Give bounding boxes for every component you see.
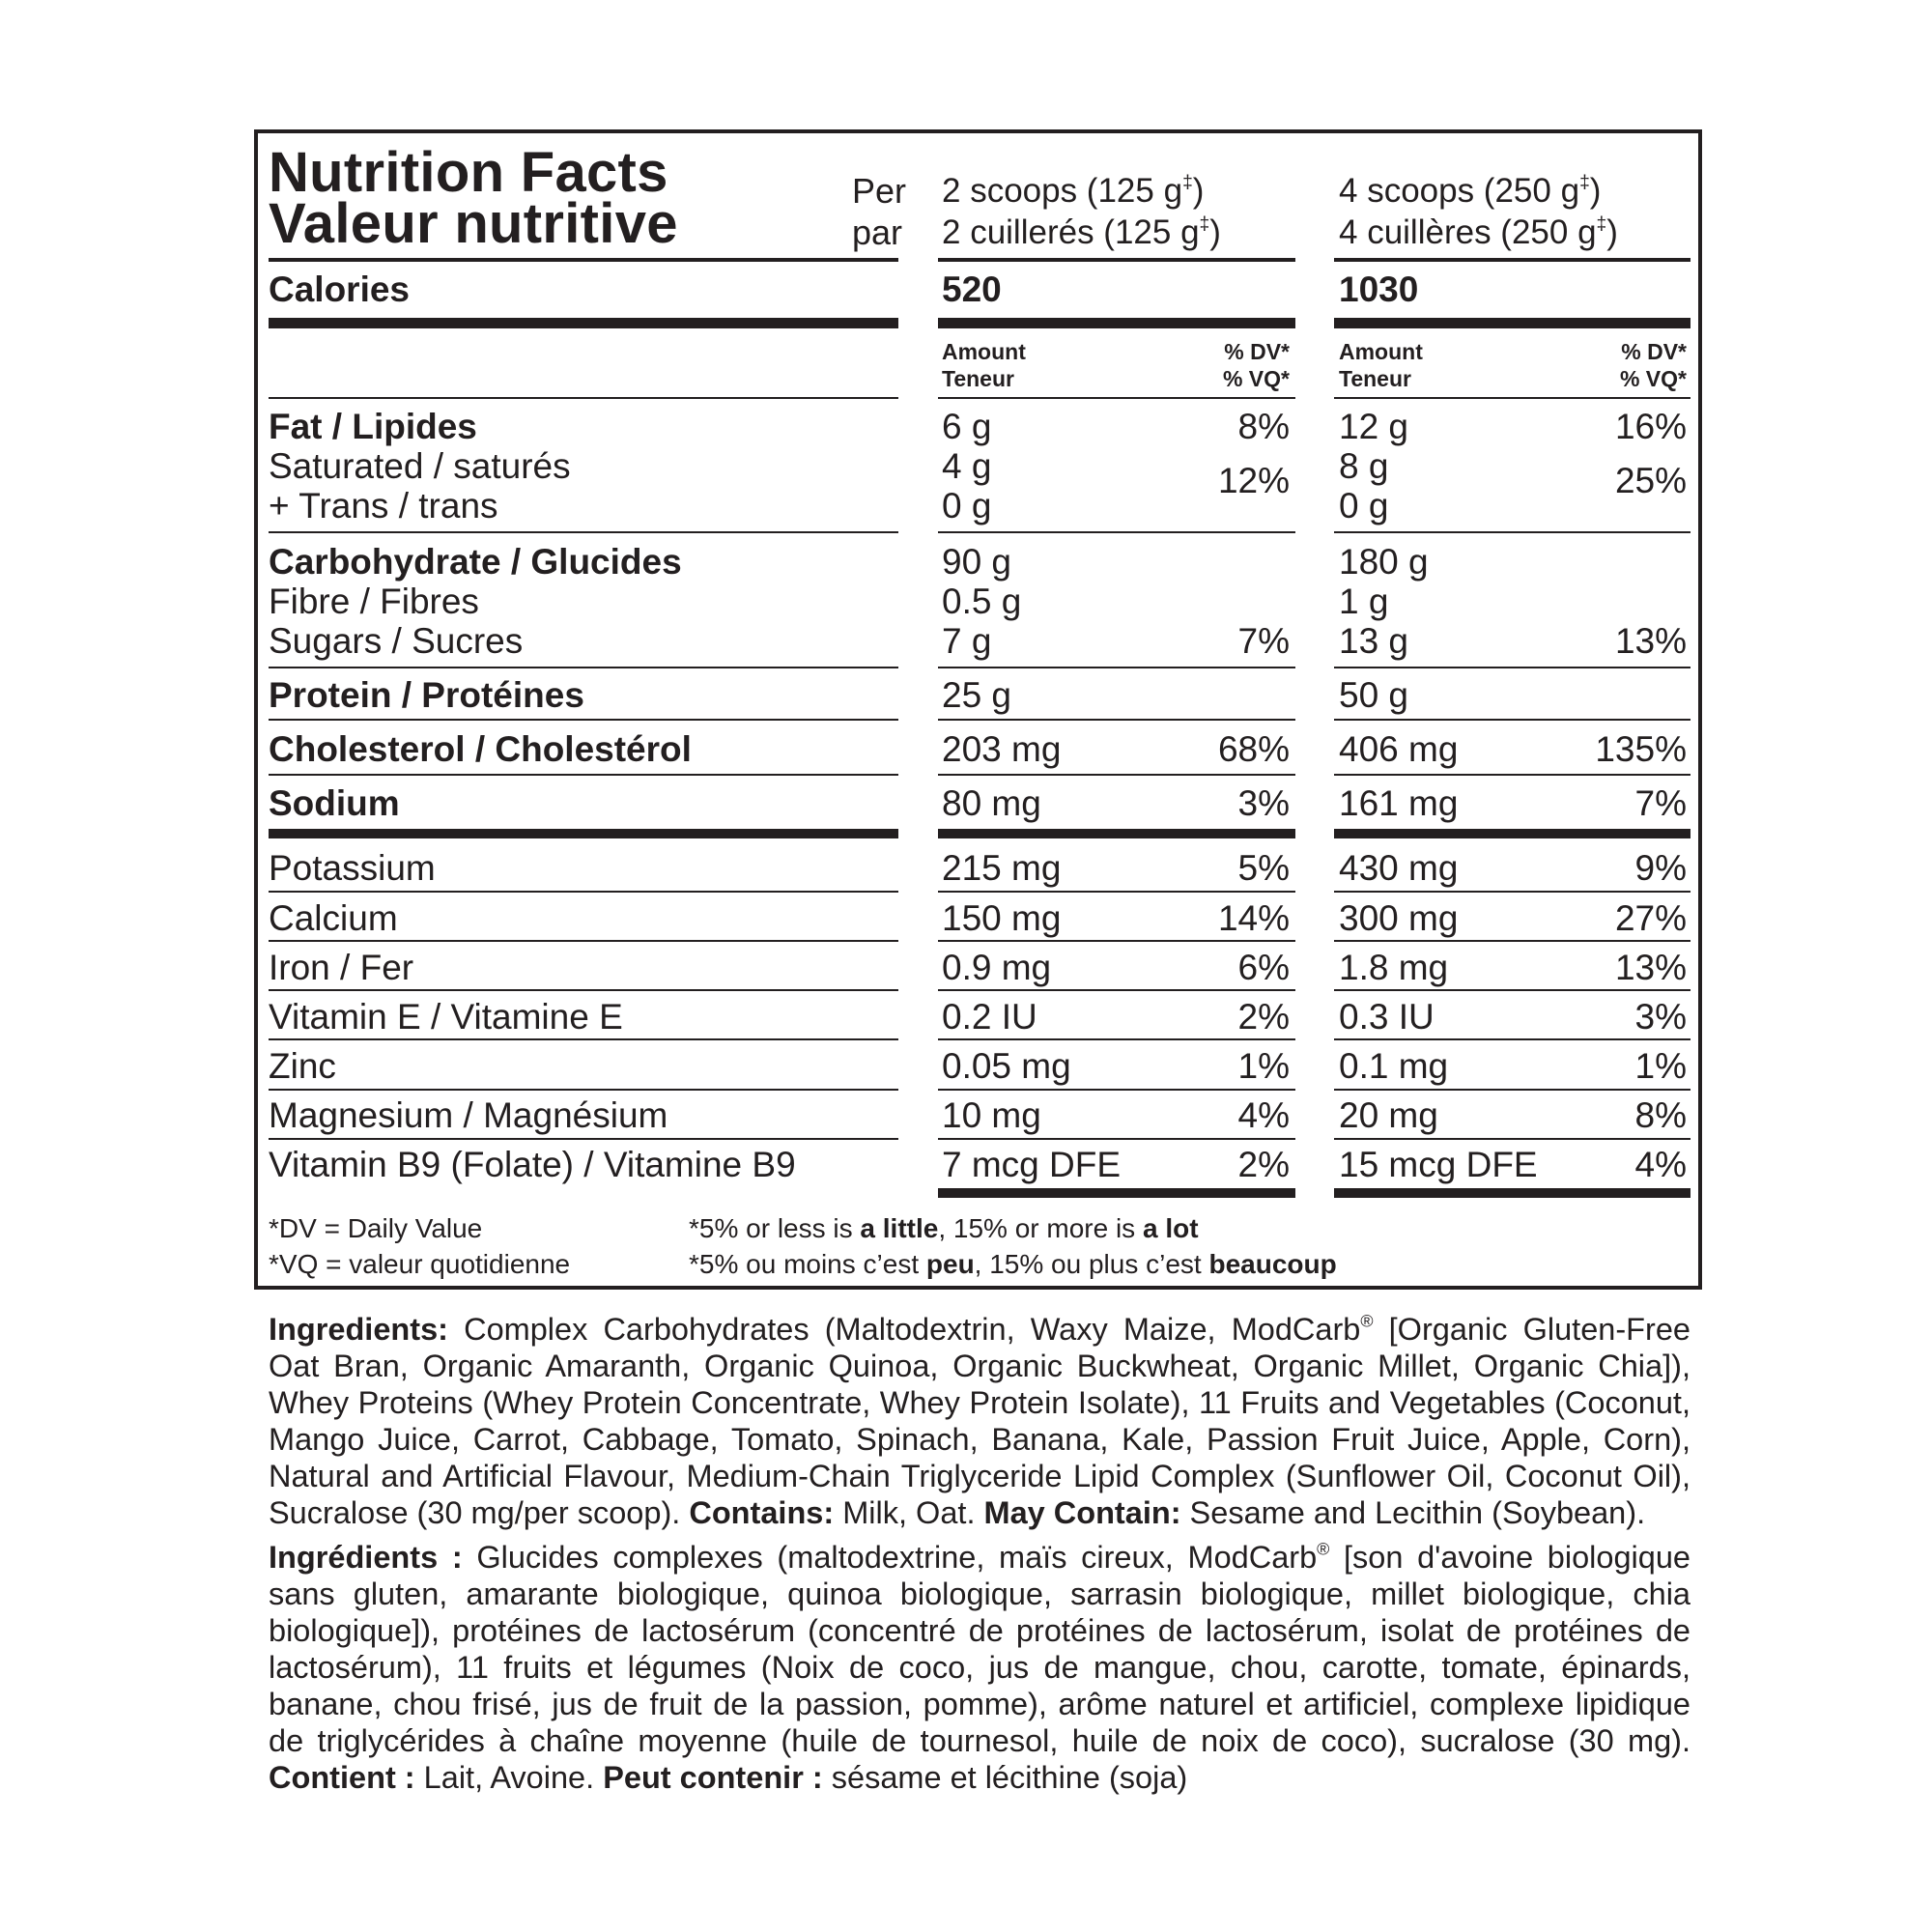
trans-value-2: 0 g bbox=[1339, 486, 1389, 526]
calcium-dv-2: 27% bbox=[1614, 898, 1687, 938]
amount-en-2: Amount bbox=[1339, 339, 1423, 364]
folate-label: Vitamin B9 (Folate) / Vitamine B9 bbox=[269, 1145, 796, 1184]
serving1-en: 2 scoops (125 g‡) bbox=[942, 172, 1205, 210]
thick-rule bbox=[1334, 1188, 1690, 1198]
rule bbox=[269, 1038, 898, 1040]
protein-label: Protein / Protéines bbox=[269, 675, 584, 715]
potassium-label: Potassium bbox=[269, 848, 436, 888]
vq-fr-2: % VQ* bbox=[1619, 366, 1687, 391]
sodium-value-2: 161 mg bbox=[1339, 783, 1459, 823]
potassium-value-1: 215 mg bbox=[942, 848, 1062, 888]
thick-rule bbox=[938, 1188, 1295, 1198]
fibre-value-1: 0.5 g bbox=[942, 582, 1022, 621]
potassium-value-2: 430 mg bbox=[1339, 848, 1459, 888]
zinc-label: Zinc bbox=[269, 1046, 336, 1086]
magnesium-dv-2: 8% bbox=[1634, 1095, 1687, 1135]
rule bbox=[938, 940, 1295, 942]
folate-dv-1: 2% bbox=[1237, 1145, 1290, 1184]
carb-value-2: 180 g bbox=[1339, 542, 1429, 582]
per-en: Per bbox=[852, 171, 907, 211]
protein-value-1: 25 g bbox=[942, 675, 1012, 715]
fat-value-2: 12 g bbox=[1339, 407, 1409, 446]
iron-value-1: 0.9 mg bbox=[942, 948, 1052, 987]
saturated-label: Saturated / saturés bbox=[269, 446, 571, 486]
vitamin-e-label: Vitamin E / Vitamine E bbox=[269, 997, 623, 1037]
fat-dv-2: 16% bbox=[1614, 407, 1687, 446]
thick-rule bbox=[1334, 829, 1690, 838]
saturated-value-2: 8 g bbox=[1339, 446, 1389, 486]
fibre-value-2: 1 g bbox=[1339, 582, 1389, 621]
amount-fr-1: Teneur bbox=[942, 366, 1014, 391]
sat-trans-dv-1: 12% bbox=[1217, 461, 1290, 500]
rule bbox=[938, 891, 1295, 893]
cholesterol-dv-2: 135% bbox=[1595, 729, 1687, 769]
rule bbox=[1334, 1038, 1690, 1040]
calcium-label: Calcium bbox=[269, 898, 398, 938]
fat-dv-1: 8% bbox=[1237, 407, 1290, 446]
sugars-dv-1: 7% bbox=[1237, 621, 1290, 661]
zinc-dv-2: 1% bbox=[1634, 1046, 1687, 1086]
fat-value-1: 6 g bbox=[942, 407, 992, 446]
footnote-fr: *5% ou moins c’est peu, 15% ou plus c’est beaucoup bbox=[689, 1249, 1337, 1279]
sodium-dv-1: 3% bbox=[1237, 783, 1290, 823]
zinc-value-1: 0.05 mg bbox=[942, 1046, 1071, 1086]
rule bbox=[269, 397, 898, 399]
rule bbox=[269, 891, 898, 893]
rule bbox=[1334, 397, 1690, 399]
serving2-fr: 4 cuillères (250 g‡) bbox=[1339, 213, 1618, 251]
rule bbox=[269, 774, 898, 776]
rule bbox=[938, 531, 1295, 533]
folate-value-2: 15 mcg DFE bbox=[1339, 1145, 1538, 1184]
rule bbox=[1334, 989, 1690, 991]
magnesium-label: Magnesium / Magnésium bbox=[269, 1095, 668, 1135]
thick-rule bbox=[269, 318, 898, 328]
iron-dv-2: 13% bbox=[1614, 948, 1687, 987]
calories-value-2: 1030 bbox=[1339, 270, 1419, 309]
cholesterol-dv-1: 68% bbox=[1217, 729, 1290, 769]
vq-fr-1: % VQ* bbox=[1222, 366, 1290, 391]
cholesterol-label: Cholesterol / Cholestérol bbox=[269, 729, 692, 769]
cholesterol-value-2: 406 mg bbox=[1339, 729, 1459, 769]
magnesium-value-2: 20 mg bbox=[1339, 1095, 1438, 1135]
footnote-en: *5% or less is a little, 15% or more is a lot bbox=[689, 1213, 1199, 1243]
calcium-dv-1: 14% bbox=[1217, 898, 1290, 938]
magnesium-dv-1: 4% bbox=[1237, 1095, 1290, 1135]
magnesium-value-1: 10 mg bbox=[942, 1095, 1041, 1135]
rule bbox=[269, 258, 898, 262]
calcium-value-1: 150 mg bbox=[942, 898, 1062, 938]
rule bbox=[1334, 667, 1690, 668]
rule bbox=[269, 531, 898, 533]
rule bbox=[938, 1038, 1295, 1040]
thick-rule bbox=[938, 829, 1295, 838]
fat-label: Fat / Lipides bbox=[269, 407, 477, 446]
rule bbox=[1334, 258, 1690, 262]
rule bbox=[1334, 531, 1690, 533]
dv-definition: *DV = Daily Value bbox=[269, 1213, 483, 1243]
vq-definition: *VQ = valeur quotidienne bbox=[269, 1249, 571, 1279]
thick-rule bbox=[938, 318, 1295, 328]
rule bbox=[1334, 1089, 1690, 1091]
trans-label: + Trans / trans bbox=[269, 486, 498, 526]
rule bbox=[938, 719, 1295, 721]
folate-value-1: 7 mcg DFE bbox=[942, 1145, 1122, 1184]
calories-label: Calories bbox=[269, 270, 411, 309]
rule bbox=[1334, 1138, 1690, 1140]
vitamin-e-value-2: 0.3 IU bbox=[1339, 997, 1435, 1037]
rule bbox=[1334, 719, 1690, 721]
carb-label: Carbohydrate / Glucides bbox=[269, 542, 682, 582]
rule bbox=[269, 719, 898, 721]
amount-en-1: Amount bbox=[942, 339, 1026, 364]
amount-fr-2: Teneur bbox=[1339, 366, 1411, 391]
saturated-value-1: 4 g bbox=[942, 446, 992, 486]
serving1-fr: 2 cuillerés (125 g‡) bbox=[942, 213, 1221, 251]
rule bbox=[938, 397, 1295, 399]
iron-label: Iron / Fer bbox=[269, 948, 414, 987]
vitamin-e-dv-1: 2% bbox=[1237, 997, 1290, 1037]
rule bbox=[269, 1089, 898, 1091]
rule bbox=[938, 989, 1295, 991]
zinc-dv-1: 1% bbox=[1237, 1046, 1290, 1086]
thick-rule bbox=[1334, 318, 1690, 328]
cholesterol-value-1: 203 mg bbox=[942, 729, 1062, 769]
rule bbox=[269, 667, 898, 668]
potassium-dv-1: 5% bbox=[1237, 848, 1290, 888]
protein-value-2: 50 g bbox=[1339, 675, 1409, 715]
rule bbox=[1334, 774, 1690, 776]
rule bbox=[1334, 940, 1690, 942]
folate-dv-2: 4% bbox=[1634, 1145, 1687, 1184]
rule bbox=[938, 667, 1295, 668]
serving2-en: 4 scoops (250 g‡) bbox=[1339, 172, 1602, 210]
calcium-value-2: 300 mg bbox=[1339, 898, 1459, 938]
sugars-value-2: 13 g bbox=[1339, 621, 1409, 661]
ingredients-en: Ingredients: Complex Carbohydrates (Maltodextrin, Waxy Maize, ModCarb® [Organic Gluten-Free Oat Bran, Organic Amaranth, Organic Quinoa, Organic Buckwheat, Organic Millet, Organic Chia]), Whey Proteins (Whey Protein Concentrate, Whey Protein Isolate), 11 Fruits and Vegetables (Coconut, Mango Juice, Carrot, Cabbage, Tomato, Spinach, Banana, Kale, Passion Fruit Juice, Apple, Corn), Natural and Artificial Flavour, Medium-Chain Triglyceride Lipid Complex (Sunflower Oil, Coconut Oil), Sucralose (30 mg/per scoop). Contains: Milk, Oat. May Contain: Sesame and Lecithin (Soybean). bbox=[269, 1311, 1690, 1530]
rule bbox=[269, 940, 898, 942]
rule bbox=[1334, 891, 1690, 893]
fibre-label: Fibre / Fibres bbox=[269, 582, 479, 621]
thick-rule bbox=[269, 829, 898, 838]
rule bbox=[938, 1138, 1295, 1140]
sat-trans-dv-2: 25% bbox=[1614, 461, 1687, 500]
sugars-value-1: 7 g bbox=[942, 621, 992, 661]
sugars-label: Sugars / Sucres bbox=[269, 621, 524, 661]
per-fr: par bbox=[852, 213, 903, 252]
sugars-dv-2: 13% bbox=[1614, 621, 1687, 661]
iron-value-2: 1.8 mg bbox=[1339, 948, 1449, 987]
title-en: Nutrition Facts bbox=[269, 141, 668, 204]
vitamin-e-dv-2: 3% bbox=[1634, 997, 1687, 1037]
rule bbox=[269, 989, 898, 991]
vitamin-e-value-1: 0.2 IU bbox=[942, 997, 1037, 1037]
rule bbox=[269, 1138, 898, 1140]
rule bbox=[938, 258, 1295, 262]
carb-value-1: 90 g bbox=[942, 542, 1012, 582]
dv-en-2: % DV* bbox=[1621, 339, 1687, 364]
zinc-value-2: 0.1 mg bbox=[1339, 1046, 1449, 1086]
ingredients-fr: Ingrédients : Glucides complexes (maltodextrine, maïs cireux, ModCarb® [son d'avoine biologique sans gluten, amarante biologique, quinoa biologique, sarrasin biologique, millet biologique, chia biologique]), protéines de lactosérum (concentré de protéines de lactosérum, isolat de protéines de lactosérum), 11 fruits et légumes (Noix de coco, jus de mangue, chou, carotte, tomate, épinards, banane, chou frisé, jus de fruit de la passion, pomme), arôme naturel et artificiel, complexe lipidique de triglycérides à chaîne moyenne (huile de tournesol, huile de noix de coco), sucralose (30 mg). Contient : Lait, Avoine. Peut contenir : sésame et lécithine (soja) bbox=[269, 1539, 1690, 1795]
rule bbox=[938, 774, 1295, 776]
calories-value-1: 520 bbox=[942, 270, 1002, 309]
sodium-label: Sodium bbox=[269, 783, 400, 823]
sodium-value-1: 80 mg bbox=[942, 783, 1041, 823]
title-fr: Valeur nutritive bbox=[269, 192, 678, 255]
iron-dv-1: 6% bbox=[1237, 948, 1290, 987]
dv-en-1: % DV* bbox=[1224, 339, 1290, 364]
trans-value-1: 0 g bbox=[942, 486, 992, 526]
potassium-dv-2: 9% bbox=[1634, 848, 1687, 888]
rule bbox=[938, 1089, 1295, 1091]
sodium-dv-2: 7% bbox=[1634, 783, 1687, 823]
